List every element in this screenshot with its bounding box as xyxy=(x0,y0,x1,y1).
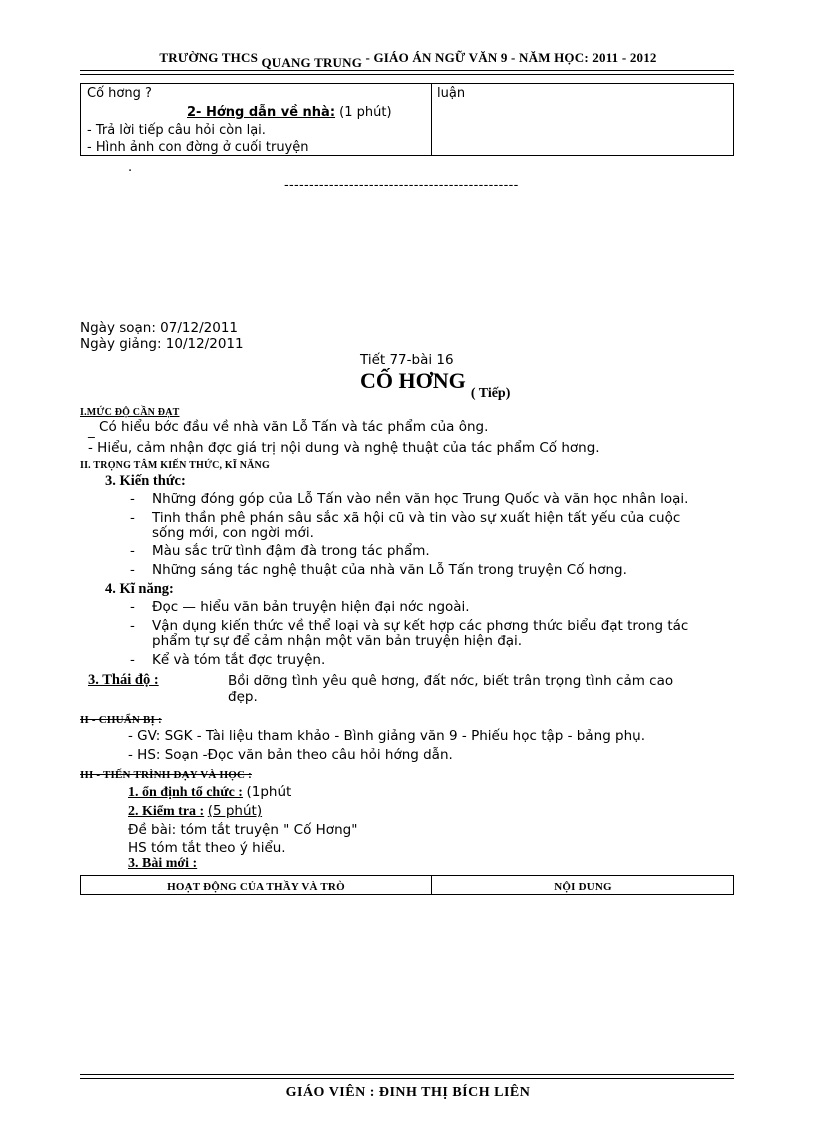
knowledge-item: Những đóng góp của Lỗ Tấn vào nền văn học Trung Quốc và văn học nhân loại. xyxy=(152,491,689,507)
date-prepared: Ngày soạn: 07/12/2011 xyxy=(80,320,238,336)
table-cell-text: luận xyxy=(437,86,466,101)
table-divider xyxy=(431,84,432,155)
section-heading-procedure: III - TIẾN TRÌNH DẠY VÀ HỌC : xyxy=(80,769,252,781)
step-new-lesson: 3. Bài mới : xyxy=(128,856,198,871)
prep-student: - HS: Soạn -Đọc văn bản theo câu hỏi hớng dẫn. xyxy=(128,747,453,763)
bullet-dash: - xyxy=(130,652,135,668)
header-rule-bottom xyxy=(80,74,734,75)
homework-heading: 2- Hớng dẫn về nhà: xyxy=(187,105,336,120)
page-footer: GIÁO VIÊN : ĐINH THỊ BÍCH LIÊN xyxy=(285,1085,531,1100)
footer-rule-top xyxy=(80,1074,734,1075)
attitude-text-cont: đẹp. xyxy=(228,689,258,705)
bullet-dash: - xyxy=(130,618,135,634)
header-subject: - GIÁO ÁN NGỮ VĂN 9 - NĂM HỌC: 2011 - 2012 xyxy=(365,50,657,65)
knowledge-item: Màu sắc trữ tình đậm đà trong tác phẩm. xyxy=(152,543,430,559)
lesson-title: CỐ HƠNG xyxy=(360,368,466,393)
date-taught: Ngày giảng: 10/12/2011 xyxy=(80,336,244,352)
bullet-dash: - xyxy=(130,491,135,507)
table-cell-text: - Trả lời tiếp câu hỏi còn lại. xyxy=(87,123,266,138)
header-school: TRƯỜNG THCS xyxy=(159,50,259,65)
separator: ----------------------------------------------- xyxy=(284,178,519,193)
prep-teacher: - GV: SGK - Tài liệu tham khảo - Bình giảng văn 9 - Phiếu học tập - bảng phụ. xyxy=(128,728,646,744)
exam-instruction: HS tóm tắt theo ý hiểu. xyxy=(128,840,286,856)
lesson-period: Tiết 77-bài 16 xyxy=(360,352,454,368)
activity-col-header: HOẠT ĐỘNG CỦA THẦY VÀ TRÒ xyxy=(167,881,345,893)
objective-item: _ Có hiểu bớc đầu về nhà văn Lỗ Tấn và tác phẩm của ông. xyxy=(88,419,489,439)
attitude-text: Bồi dỡng tình yêu quê hơng, đất nớc, biết trân trọng tình cảm cao xyxy=(228,673,674,689)
objective-item: - Hiểu, cảm nhận đợc giá trị nội dung và nghệ thuật của tác phẩm Cố hơng. xyxy=(88,440,600,456)
skill-item: Đọc — hiểu văn bản truyện hiện đại nớc ngoài. xyxy=(152,599,470,615)
header-rule-top xyxy=(80,70,734,71)
knowledge-heading: 3. Kiến thức: xyxy=(105,473,186,489)
skill-item: Kể và tóm tắt đợc truyện. xyxy=(152,652,326,668)
exam-question: Đề bài: tóm tắt truyện " Cố Hơng" xyxy=(128,822,358,838)
header-school-name: QUANG TRUNG xyxy=(261,55,363,70)
table-cell-text: - Hình ảnh con đờng ở cuối truyện xyxy=(87,140,309,155)
skill-item: Vận dụng kiến thức về thể loại và sự kết hợp các phơng thức biểu đạt trong tác xyxy=(152,618,689,634)
page-header xyxy=(0,50,816,70)
homework-time: (1 phút) xyxy=(339,105,392,120)
section-heading-focus: II. TRỌNG TÂM KIẾN THỨC, KĨ NĂNG xyxy=(80,460,270,471)
dot: . xyxy=(128,160,133,175)
section-heading-objectives: I.MỨC ĐỘ CẦN ĐẠT xyxy=(80,407,180,418)
lesson-title-block xyxy=(360,368,511,401)
section-heading-preparation: II - CHUẨN BỊ : xyxy=(80,714,162,726)
bullet-dash: - xyxy=(130,543,135,559)
table-cell-text: Cố hơng ? xyxy=(87,86,152,101)
bullet-dash: - xyxy=(130,562,135,578)
prev-lesson-table xyxy=(80,83,734,156)
lesson-title-suffix: ( Tiếp) xyxy=(470,386,511,401)
step-check: 2. Kiểm tra : (5 phút) xyxy=(128,803,263,819)
skills-heading: 4. Kĩ năng: xyxy=(105,581,174,597)
bullet-dash: - xyxy=(130,510,135,526)
attitude-heading: 3. Thái độ : xyxy=(88,672,159,688)
table-cell-heading xyxy=(187,105,392,120)
skill-item-cont: phẩm tự sự để cảm nhận một văn bản truyện hiện đại. xyxy=(152,633,523,649)
step-organize: 1. ổn định tổ chức : (1phút xyxy=(128,784,292,800)
content-col-header: NỘI DUNG xyxy=(554,881,612,893)
knowledge-item: Tinh thần phê phán sâu sắc xã hội cũ và tin vào sự xuất hiện tất yếu của cuộc xyxy=(152,510,681,526)
knowledge-item-cont: sống mới, con ngời mới. xyxy=(152,525,314,541)
bullet-dash: - xyxy=(130,599,135,615)
activity-table xyxy=(80,875,734,895)
footer-rule-bottom xyxy=(80,1078,734,1079)
knowledge-item: Những sáng tác nghệ thuật của nhà văn Lỗ Tấn trong truyện Cố hơng. xyxy=(152,562,627,578)
